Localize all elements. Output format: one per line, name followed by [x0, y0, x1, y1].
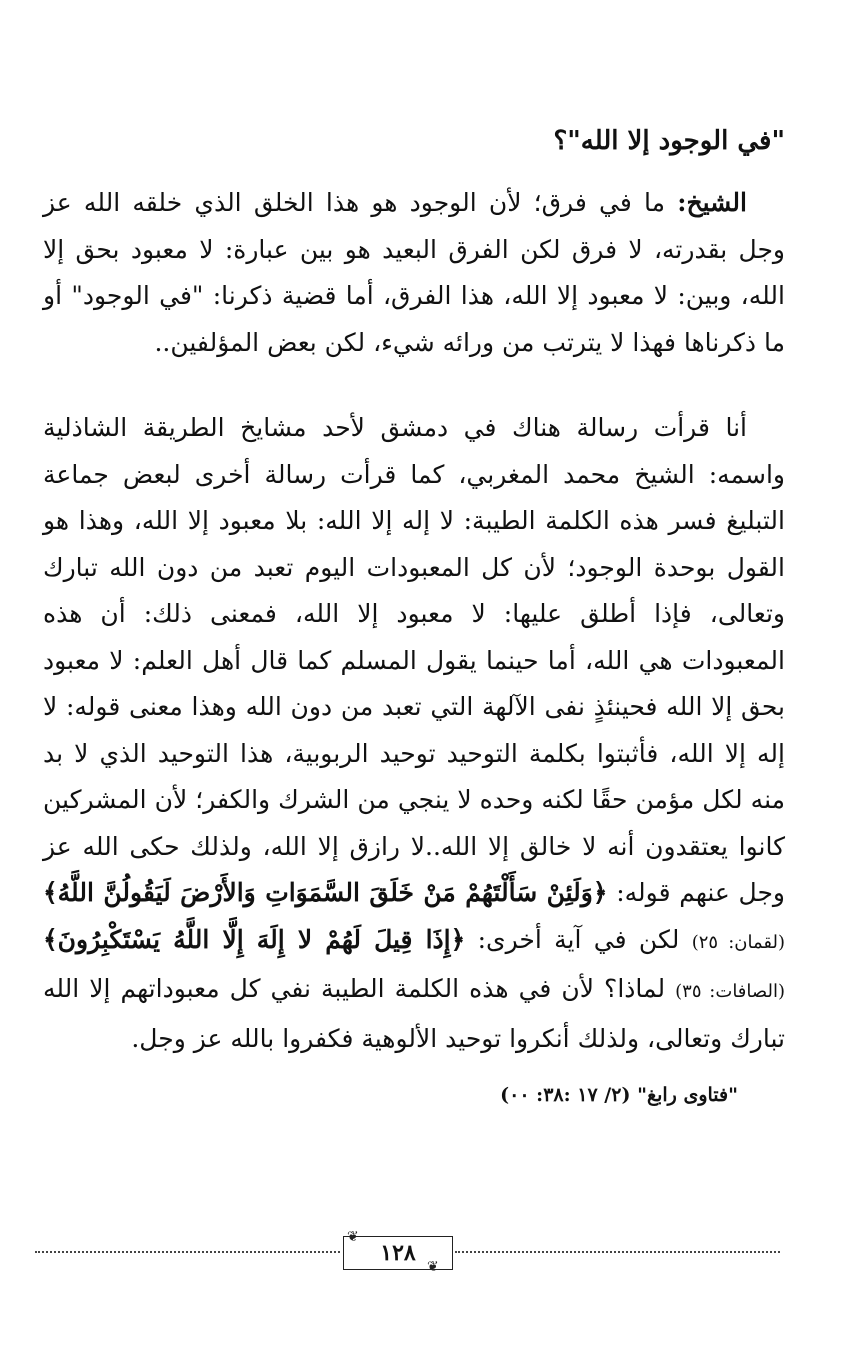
speaker-label: الشيخ:	[677, 188, 747, 217]
answer-paragraph	[43, 180, 785, 366]
quran-verse-2: ﴿إِذَا قِيلَ لَهُمْ لا إِلَهَ إِلَّا اللَّهُ يَسْتَكْبِرُونَ﴾	[43, 924, 466, 954]
body-paragraph	[43, 405, 785, 1062]
paragraph-1	[43, 180, 785, 366]
corner-ornament-icon: ❦	[347, 1229, 359, 1245]
paragraph-2-part-2: لكن في آية أخرى:	[465, 924, 692, 954]
paragraph-2-part-3: لماذا؟ لأن في هذه الكلمة الطيبة نفي كل معبوداتهم إلا الله تبارك وتعالى، ولذلك أنكروا توحيد الألوهية فكفروا بالله عز وجل.	[43, 974, 785, 1053]
heading-question: "في الوجود إلا الله"؟	[553, 126, 785, 156]
paragraph-2	[43, 405, 785, 1062]
quran-verse-1: ﴿وَلَئِنْ سَأَلْتَهُمْ مَنْ خَلَقَ السَّمَوَاتِ وَالأَرْضَ لَيَقُولُنَّ اللَّهُ﴾	[43, 878, 608, 907]
source-citation: "فتاوى رابغ" (٢/ ١٧ :٣٨: ٠٠)	[500, 1084, 738, 1106]
footer-dotted-rule-left	[35, 1251, 340, 1253]
paragraph-1-text: ما في فرق؛ لأن الوجود هو هذا الخلق الذي خلقه الله عز وجل بقدرته، لا فرق لكن الفرق البعيد هو بين عبارة: لا معبود بحق إلا الله، وبين: لا معبود إلا الله، هذا الفرق، أما قضية ذكرنا: "في الوجود" أو ما ذكرناها فهذا لا يترتب من ورائه شيء، لكن بعض المؤلفين..	[43, 188, 785, 357]
verse-1-reference: (لقمان: ٢٥)	[691, 931, 785, 953]
paragraph-2-part-1: أنا قرأت رسالة هناك في دمشق لأحد مشايخ الطريقة الشاذلية واسمه: الشيخ محمد المغربي، كما قرأت رسالة أخرى لبعض جماعة التبليغ فسر هذه الكلمة الطيبة: لا إله إلا الله: بلا معبود إلا الله، وهذا هو القول بوحدة الوجود؛ لأن كل المعبودات اليوم تعبد من دون الله تبارك وتعالى، فإذا أطلق عليها: لا معبود إلا الله، فمعنى ذلك: أن هذه المعبودات هي الله، أما حينما يقول المسلم كما قال أهل العلم: لا معبود بحق إلا الله فحينئذٍ نفى الآلهة التي تعبد من دون الله وهذا معنى قوله: لا إله إلا الله، فأثبتوا بكلمة التوحيد توحيد الربوبية، هذا التوحيد الذي لا بد منه لكل مؤمن حقًا لكنه وحده لا ينجي من الشرك والكفر؛ لأن المشركين كانوا يعتقدون أنه لا خالق إلا الله..لا رازق إلا الله، ولذلك حكى الله عز وجل عنهم قوله:	[43, 413, 786, 907]
footer-dotted-rule-right	[455, 1251, 780, 1253]
verse-2-reference: (الصافات: ٣٥)	[675, 981, 786, 1002]
corner-ornament-icon: ❦	[427, 1259, 439, 1275]
page-footer	[35, 1224, 780, 1275]
page-number: ١٢٨	[380, 1240, 416, 1266]
